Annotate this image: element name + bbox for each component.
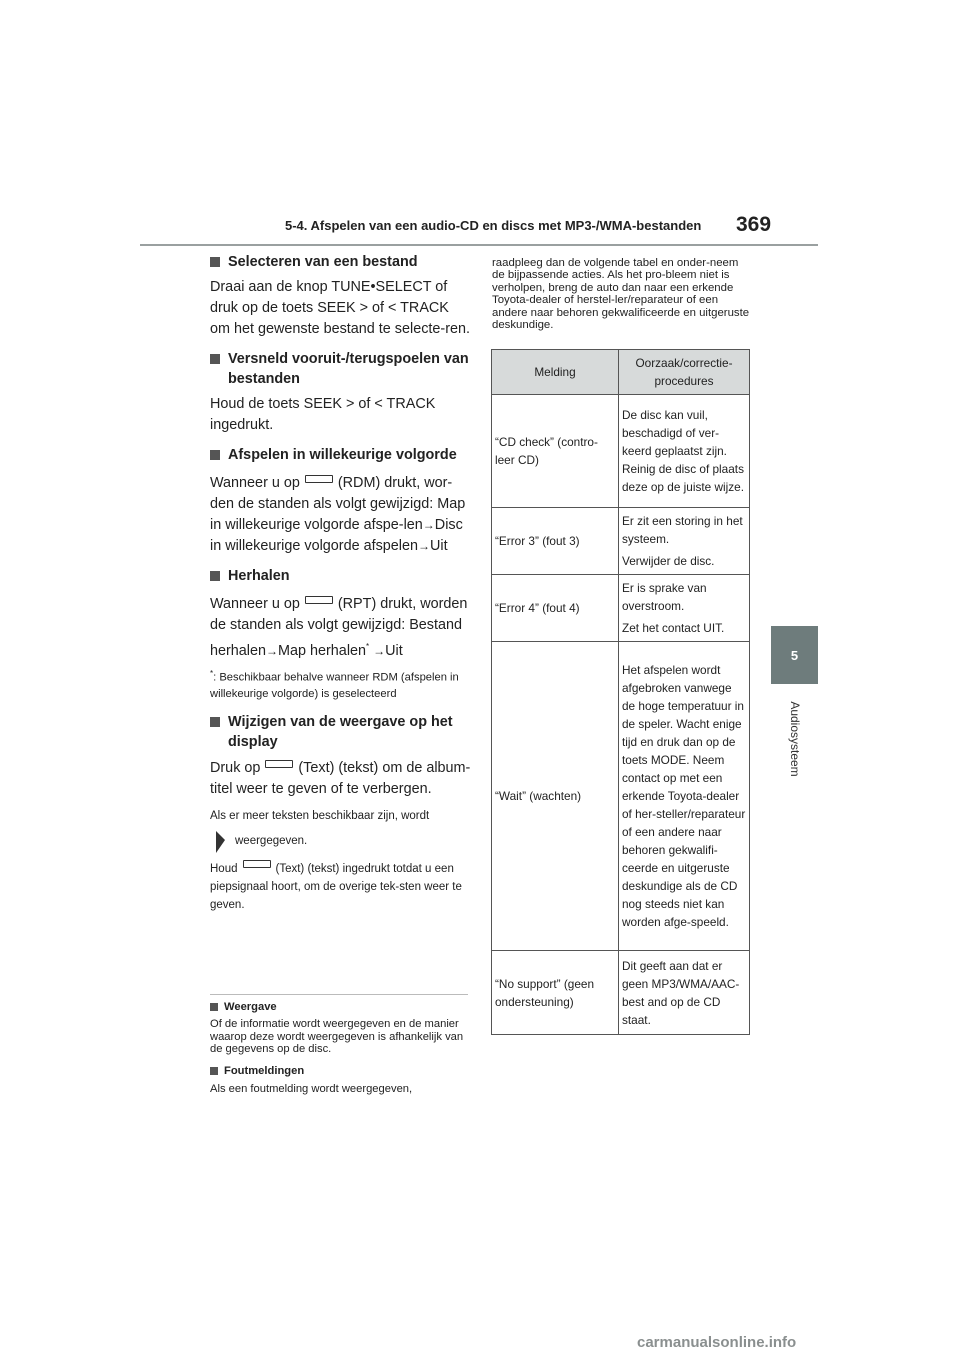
notes-block	[210, 1000, 468, 1097]
note-errors-body: Als een foutmelding wordt weergegeven,	[210, 1082, 413, 1095]
heading-repeat: Herhalen	[210, 566, 472, 586]
bullet-square-icon	[210, 257, 220, 267]
bullet-square-icon	[210, 717, 220, 727]
chapter-tab: 5	[771, 626, 818, 684]
text-select-file: Draai aan de knop TUNE•SELECT of druk op de toets SEEK > of < TRACK om het gewenste bestand te selecte-ren.	[210, 279, 470, 337]
display-note-2: weergegeven.	[210, 830, 472, 852]
arrow-right-icon: →	[422, 518, 435, 532]
column-header-cause: Oorzaak/correctie-procedures	[619, 350, 750, 395]
left-column	[210, 252, 472, 914]
text-fast-forward: Houd de toets SEEK > of < TRACK ingedrukt.	[210, 396, 436, 433]
note-display-title: Weergave	[210, 1000, 468, 1015]
scroll-arrow-icon	[216, 829, 225, 853]
column-header-message: Melding	[492, 350, 619, 395]
cause-cell: Het afspelen wordt afgebroken vanwege de hoge temperatuur in de speler. Wacht enige tijd en druk dan op de toets MODE. Neem contact op met een erkende Toyota-dealer of her-steller/reparateur of een andere naar behoren gekwalifi-ceerde en uitgeruste deskundige als de CD nog steeds niet kan worden afge-speeld.	[619, 642, 750, 951]
heading-display: Wijzigen van de weergave op het display	[210, 712, 472, 752]
rpt-button-icon	[305, 596, 333, 604]
arrow-right-icon: →	[373, 643, 386, 658]
table-row	[492, 951, 750, 1035]
cause-cell: Er zit een storing in het systeem. Verwijder de disc.	[619, 508, 750, 575]
footnote: *: Beschikbaar behalve wanneer RDM (afspelen in willekeurige volgorde) is geselecteerd	[210, 668, 459, 700]
bullet-square-icon	[210, 571, 220, 581]
section-title: 5-4. Afspelen van een audio-CD en discs met MP3-/WMA-bestanden	[285, 218, 702, 233]
text-button-icon	[265, 760, 293, 768]
table-header-row	[492, 350, 750, 395]
error-message-table	[491, 349, 750, 1035]
chapter-label	[786, 694, 804, 784]
watermark: carmanualsonline.info	[637, 1334, 797, 1351]
text-repeat: Wanneer u op (RPT) drukt, worden de standen als volgt gewijzigd: Bestand herhalen→Map herhalen* →Uit	[210, 596, 468, 659]
note-display-body: Of de informatie wordt weergegeven en de manier waarop deze wordt weergegeven is afhankelijk van de gegevens op de disc.	[210, 1018, 464, 1055]
header-rule	[140, 244, 818, 246]
bullet-square-icon	[210, 354, 220, 364]
chapter-label-text: Audiosysteem	[788, 701, 802, 777]
note-errors-title: Foutmeldingen	[210, 1064, 468, 1079]
message-cell: “No support” (geen ondersteuning)	[492, 951, 619, 1035]
table-row	[492, 575, 750, 642]
arrow-right-icon: →	[266, 643, 279, 658]
table-row	[492, 508, 750, 575]
bullet-square-icon	[210, 1003, 218, 1011]
bullet-square-icon	[210, 450, 220, 460]
cause-cell: Er is sprake van overstroom. Zet het contact UIT.	[619, 575, 750, 642]
heading-fast-forward: Versneld vooruit-/terugspoelen van bestanden	[210, 349, 472, 389]
heading-random: Afspelen in willekeurige volgorde	[210, 445, 472, 465]
heading-select-file: Selecteren van een bestand	[210, 252, 472, 272]
cause-cell: De disc kan vuil, beschadigd of ver-keerd geplaatst zijn. Reinig de disc of plaats deze op de juiste wijze.	[619, 395, 750, 508]
message-cell: “Error 3” (fout 3)	[492, 508, 619, 575]
display-note-1: Als er meer teksten beschikbaar zijn, wordt	[210, 809, 430, 822]
rdm-button-icon	[305, 475, 333, 483]
page-number: 369	[736, 213, 772, 236]
table-row	[492, 642, 750, 951]
table-intro: raadpleeg dan de volgende tabel en onder-neem de bijpassende acties. Als het pro-bleem niet is verholpen, breng de auto dan naar een erkende Toyota-dealer of herstel-ler/reparateur of een andere naar behoren gekwalificeerde en uitgeruste deskundige.	[492, 257, 750, 332]
message-cell: “Error 4” (fout 4)	[492, 575, 619, 642]
text-random: Wanneer u op (RDM) drukt, wor-den de standen als volgt gewijzigd: Map in willekeurige volgorde afspe-len→Disc in willekeurige volgorde afspelen→Uit	[210, 475, 466, 554]
cause-cell: Dit geeft aan dat er geen MP3/WMA/AAC-best and op de CD staat.	[619, 951, 750, 1035]
text-display: Druk op (Text) (tekst) om de album-titel weer te geven of te verbergen.	[210, 759, 471, 797]
display-note-3: Houd (Text) (tekst) ingedrukt totdat u een piepsignaal hoort, om de overige tek-sten weer te geven.	[210, 860, 472, 914]
message-cell: “CD check” (contro-leer CD)	[492, 395, 619, 508]
section-divider	[210, 994, 468, 995]
arrow-right-icon: →	[418, 539, 430, 553]
table-row	[492, 395, 750, 508]
message-cell: “Wait” (wachten)	[492, 642, 619, 951]
bullet-square-icon	[210, 1067, 218, 1075]
text-button-icon	[243, 860, 271, 868]
